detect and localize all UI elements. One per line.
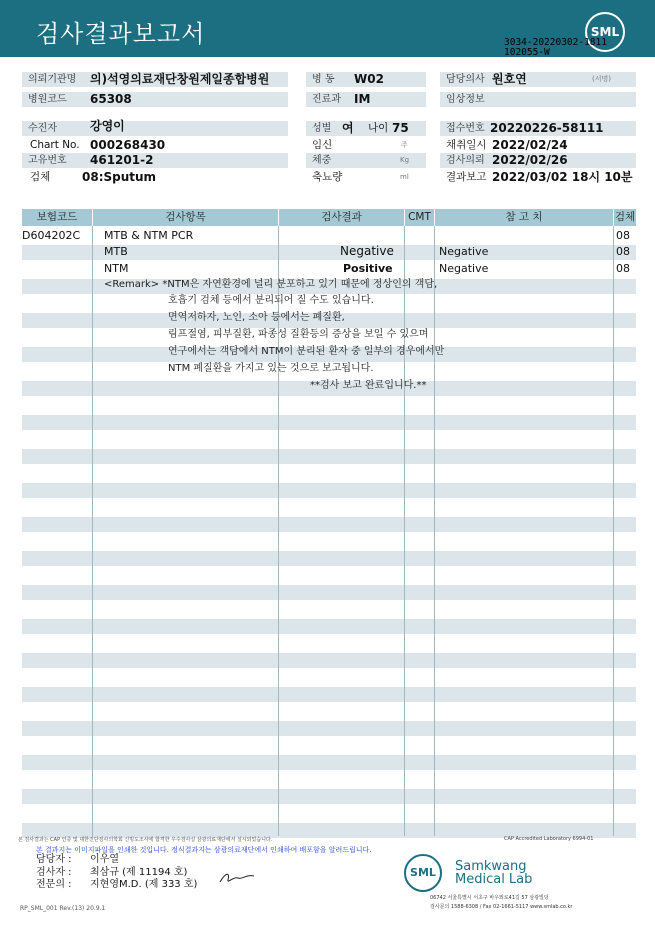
remark-line: 면역저하자, 노인, 소아 등에서는 폐질환,	[168, 312, 345, 323]
clinical-info-label: 임상정보	[440, 92, 636, 107]
row3-reference: Negative	[439, 262, 489, 275]
row3-item: NTM	[104, 262, 129, 275]
dept-label: 진료과	[306, 92, 426, 107]
doctor-value: 원호연	[492, 72, 527, 86]
table-row-band	[22, 415, 636, 430]
col-divider	[613, 226, 614, 836]
table-row-band	[22, 687, 636, 702]
certification-note: 본 검사결과는 CAP 인증 및 대한진단검사의학회 신빙도조사에 합격한 우수검사실 삼광의료재단에서 실시되었습니다.	[18, 837, 273, 843]
brand-line1: Samkwang	[455, 859, 527, 874]
row1-specimen: 08	[616, 229, 630, 242]
document-number-line1: 3034-20220302-1811	[504, 37, 607, 48]
id-label: 고유번호	[22, 153, 288, 168]
remark-line: NTM 폐질환을 가지고 있는 것으로 보고됩니다.	[168, 363, 374, 374]
collect-label: 채취일시	[446, 139, 487, 151]
dept-value: IM	[354, 92, 371, 106]
cap-accreditation: CAP Accredited Laboratory 6994-01	[504, 836, 594, 842]
remark-line: 림프절염, 피부질환, 파종성 질환등의 증상을 보일 수 있으며	[168, 329, 429, 340]
table-row-band	[22, 585, 636, 600]
manager-value: 이우열	[90, 854, 119, 865]
specimen-label: 검체	[30, 171, 51, 183]
col-divider	[92, 226, 93, 836]
col-divider	[404, 226, 405, 836]
table-row-band	[22, 619, 636, 634]
page-title: 검사결과보고서	[36, 20, 206, 48]
weight-label: 체중	[306, 153, 426, 168]
row2-reference: Negative	[439, 245, 489, 258]
doctor-label: 담당의사	[440, 72, 636, 87]
sml-logo-footer: SML	[404, 854, 442, 892]
examiner-value: 최삼규 (제 11194 호)	[90, 867, 188, 878]
remark-line: <Remark> *NTM은 자연환경에 널리 분포하고 있기 때문에 정상인의 객담,	[104, 279, 438, 290]
table-row-band	[22, 789, 636, 804]
patient-label: 수진자	[22, 121, 288, 136]
row3-specimen: 08	[616, 262, 630, 275]
report-complete-note: **검사 보고 완료입니다.**	[310, 380, 427, 391]
row1-code: D604202C	[22, 229, 81, 242]
pregnancy-label: 임신	[312, 139, 333, 151]
row2-item: MTB	[104, 245, 128, 258]
id-value: 461201-2	[90, 153, 154, 167]
institution-label: 의뢰기관명	[22, 72, 288, 87]
urine-label: 축뇨량	[312, 171, 343, 183]
table-row-band	[22, 653, 636, 668]
examiner-label: 검사자 :	[36, 867, 72, 878]
row2-result: Negative	[340, 244, 394, 258]
sml-logo: SML	[585, 12, 625, 52]
col-header-cmt: CMT	[405, 209, 434, 226]
table-row-band	[22, 721, 636, 736]
lab-contact-line: 검사문의 1588-6308 / Fax 02-1661-5117 www.smlab.co.kr	[430, 904, 573, 910]
document-number-line2: 102055-W	[504, 47, 550, 58]
age-value: 75	[392, 121, 409, 135]
col-header-result: 검사결과	[279, 209, 404, 226]
col-header-item: 검사항목	[93, 209, 278, 226]
brand-line2: Medical Lab	[455, 872, 533, 887]
chart-label: Chart No.	[30, 139, 80, 151]
specialist-value: 지현영M.D. (제 333 호)	[90, 879, 198, 890]
patient-value: 강영이	[90, 119, 125, 133]
col-header-code: 보험코드	[22, 209, 92, 226]
row1-item: MTB & NTM PCR	[104, 229, 194, 242]
lab-address-line: 06742 서울특별시 서초구 바우뫼로41길 57 삼광빌딩	[430, 895, 549, 901]
receipt-label: 접수번호	[440, 121, 636, 136]
row2-specimen: 08	[616, 245, 630, 258]
collect-value: 2022/02/24	[492, 138, 568, 152]
table-row-band	[22, 517, 636, 532]
specimen-value: 08:Sputum	[82, 170, 157, 184]
table-row-band	[22, 755, 636, 770]
table-row-band	[22, 551, 636, 566]
report-label: 결과보고	[446, 171, 487, 183]
print-notice: 본 결과지는 이미지파일을 인쇄한 것입니다. 정식결과지는 삼광의료재단에서 인쇄하여 배포함을 알려드립니다.	[36, 846, 372, 854]
table-row-band	[22, 449, 636, 464]
sex-label: 성별	[306, 121, 426, 136]
age-label: 나이	[368, 122, 389, 134]
col-divider	[434, 226, 435, 836]
urine-unit: ml	[400, 173, 409, 181]
remark-line: 호흡기 검체 등에서 분리되어 질 수도 있습니다.	[168, 295, 374, 306]
ward-label: 병 동	[306, 72, 426, 87]
col-header-reference: 참 고 치	[435, 209, 613, 226]
doctor-sign: (서명)	[592, 75, 611, 83]
brand-name	[455, 860, 532, 886]
institution-value: 의)석영의료재단창원제일종합병원	[90, 72, 270, 86]
col-header-specimen: 검체	[614, 209, 636, 226]
lab-address	[430, 894, 572, 912]
hospital-code-value: 65308	[90, 92, 132, 106]
document-number	[504, 38, 607, 58]
specialist-label: 전문의 :	[36, 879, 72, 890]
request-label: 검사의뢰	[440, 153, 636, 168]
pregnancy-unit: 주	[401, 141, 408, 149]
signature-icon	[218, 868, 258, 886]
row3-result: Positive	[343, 262, 393, 275]
table-row-band	[22, 483, 636, 498]
remark-line: 연구에서는 객담에서 NTM이 분리된 환자 중 일부의 경우에서만	[168, 346, 445, 357]
weight-unit: Kg	[400, 156, 410, 164]
manager-label: 담당자 :	[36, 854, 72, 865]
report-value: 2022/03/02 18시 10분	[492, 170, 633, 184]
sex-value: 여	[342, 121, 354, 135]
form-code: RP_SML_001 Rev.(13) 20.9.1	[20, 905, 106, 912]
request-value: 2022/02/26	[492, 153, 568, 167]
ward-value: W02	[354, 72, 384, 86]
receipt-value: 20220226-58111	[490, 121, 604, 135]
chart-value: 000268430	[90, 138, 166, 152]
hospital-code-label: 병원코드	[22, 92, 288, 107]
